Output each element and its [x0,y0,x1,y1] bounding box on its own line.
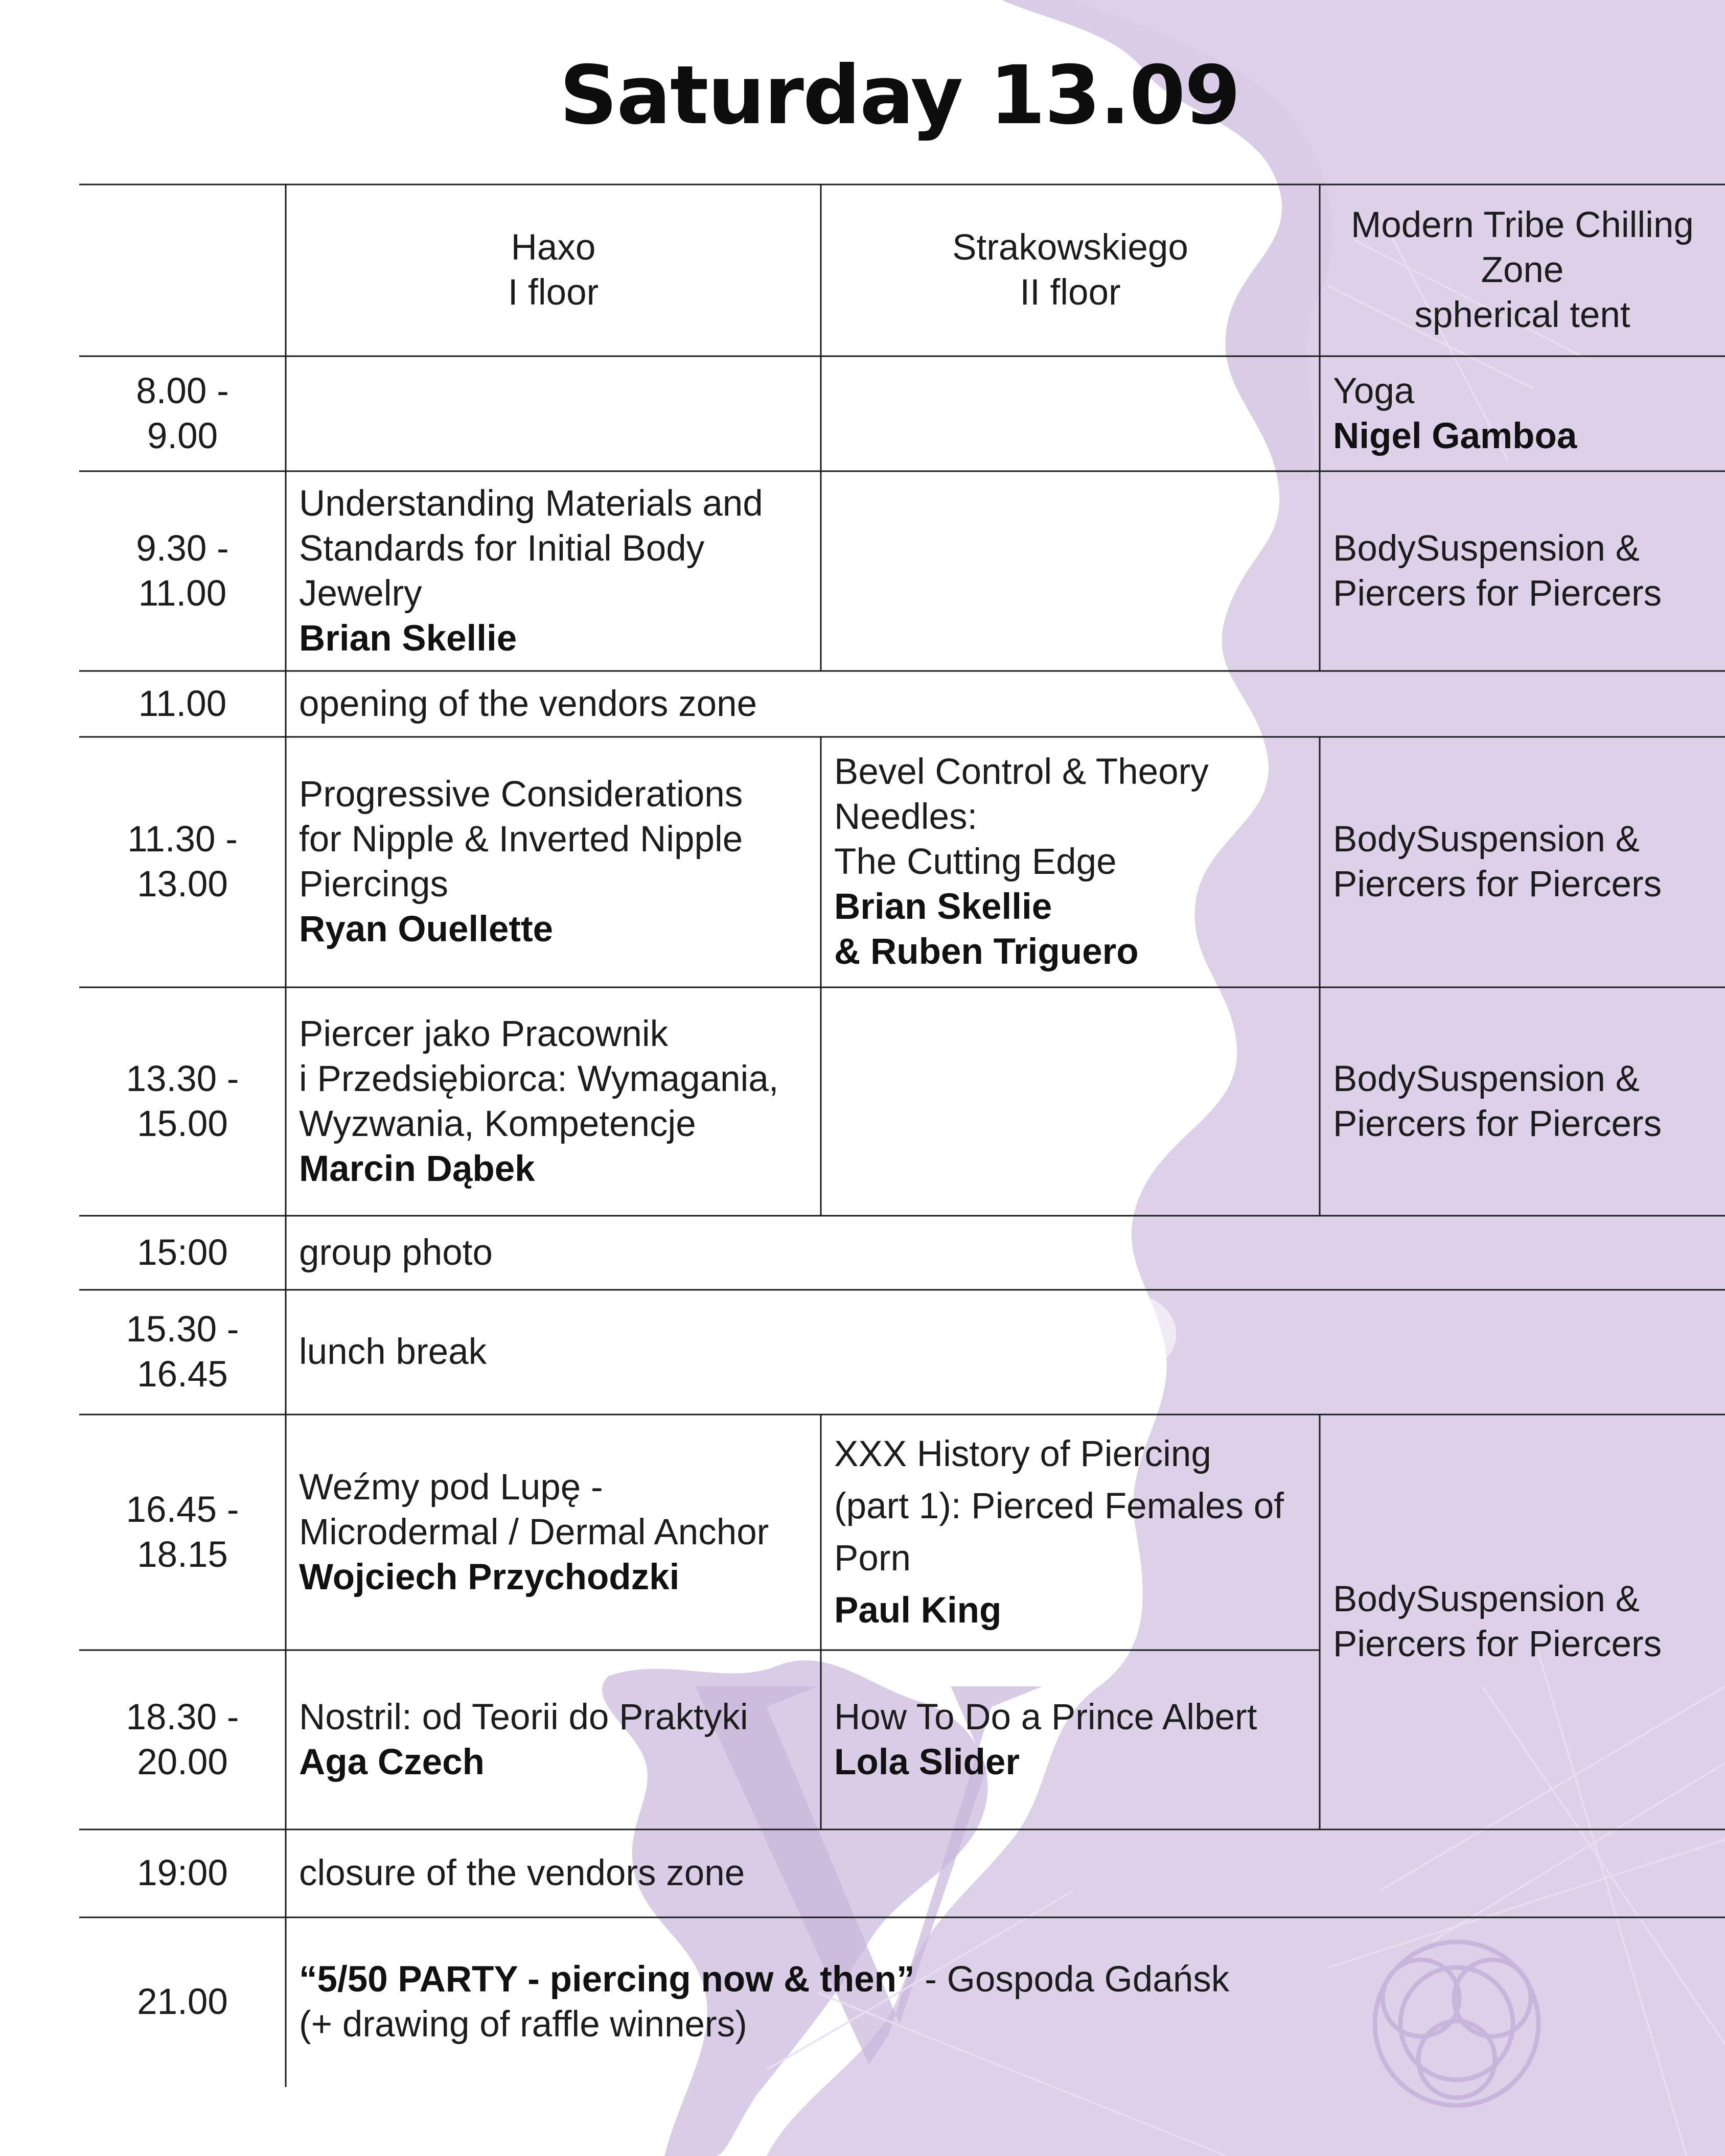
column-header-strakowskiego: Strakowskiego II floor [952,227,1188,313]
page-title: Saturday 13.09 [559,49,1240,143]
time-cell: 21.00 [137,1982,228,2022]
zone-session: BodySuspension & Piercers for Piercers [1333,1579,1662,1664]
haxo-session: Understanding Materials and Standards for Initial Body Jewelry Brian Skellie [286,471,821,671]
time-cell: 13.30 - 15.00 [126,1058,239,1144]
zone-session: BodySuspension & Piercers for Piercers [1333,528,1662,614]
column-header-haxo: Haxo I floor [508,227,599,313]
time-cell: 16.45 - 18.15 [126,1489,239,1575]
spanning-event: lunch break [299,1332,487,1372]
haxo-session: Weźmy pod Lupę - Microdermal / Dermal Anchor Wojciech Przychodzki [286,1415,821,1650]
speaker-name: Nigel Gamboa [1333,415,1577,456]
haxo-session: Piercer jako Pracownik i Przedsiębiorca: Wymagania, Wyzwania, Kompetencje Marcin Dąbek [286,987,821,1216]
speaker-name: & Ruben Triguero [834,932,1139,972]
haxo-session: Progressive Considerations for Nipple & Inverted Nipple Piercings Ryan Ouellette [286,737,821,987]
party-venue: - Gospoda Gdańsk [914,1959,1230,2000]
party-note: (+ drawing of raffle winners) [299,2004,747,2045]
spanning-event: opening of the vendors zone [299,683,757,724]
time-cell: 11.30 - 13.00 [127,819,238,905]
speaker-name: Aga Czech [299,1742,485,1782]
time-cell: 11.00 [138,683,227,724]
strakowskiego-session: XXX History of Piercing (part 1): Pierced Females of Porn Paul King [821,1415,1320,1650]
speaker-name: Wojciech Przychodzki [299,1557,680,1597]
strakowskiego-session: Bevel Control & Theory Needles: The Cutting Edge Brian Skellie & Ruben Triguero [821,737,1320,987]
speaker-name: Marcin Dąbek [299,1148,535,1189]
time-cell: 9.30 - 11.00 [136,528,229,614]
speaker-name: Ryan Ouellette [299,909,554,949]
time-cell: 18.30 - 20.00 [126,1697,239,1782]
speaker-name: Brian Skellie [299,618,517,659]
column-header-chilling-zone: Modern Tribe Chilling Zone spherical tent [1351,205,1694,335]
zone-session: BodySuspension & Piercers for Piercers [1333,819,1662,905]
speaker-name: Lola Slider [834,1742,1020,1782]
time-cell: 15:00 [137,1232,228,1273]
party-title: “5/50 PARTY - piercing now & then” [299,1959,915,2000]
strakowskiego-session: How To Do a Prince Albert Lola Slider [821,1650,1320,1829]
time-cell: 19:00 [137,1853,228,1893]
party-event [286,1917,1725,2087]
speaker-name: Paul King [834,1590,1002,1631]
time-cell: 8.00 - 9.00 [136,370,229,456]
time-cell: 15.30 - 16.45 [126,1309,239,1395]
spanning-event: group photo [299,1232,493,1273]
zone-session: BodySuspension & Piercers for Piercers [1333,1058,1662,1144]
zone-session: Yoga Nigel Gamboa [1320,356,1725,471]
haxo-session: Nostril: od Teorii do Praktyki Aga Czech [286,1650,821,1829]
spanning-event: closure of the vendors zone [299,1853,745,1893]
speaker-name: Brian Skellie [834,887,1052,927]
